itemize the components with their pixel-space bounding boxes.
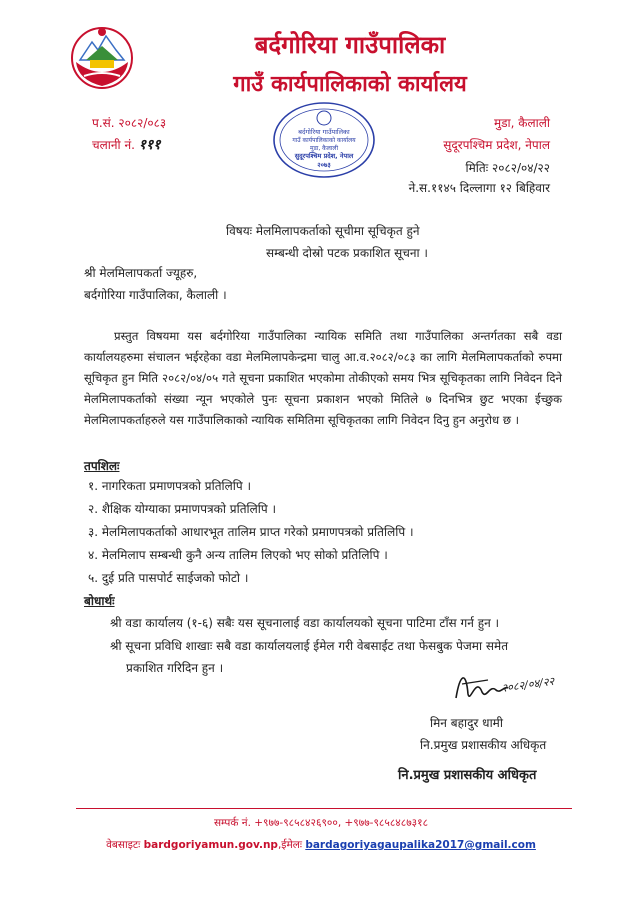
annex-heading: तपशिलः [84,459,120,473]
province-text: सुदूरपश्चिम प्रदेश, नेपाल [443,138,550,152]
reference-number: प.सं. २०८२/०८३ [92,116,167,130]
notice-line-1: श्री वडा कार्यालय (१-६) सबैः यस सूचनालाई वडा कार्यालयको सूचना पाटिमा टाँस गर्न हुन । [110,616,500,630]
office-stamp [272,100,376,180]
signatory-block [420,712,546,756]
issue-date: मितिः २०८२/०४/२२ [465,161,550,175]
dispatch-number: १११ [138,137,161,153]
stamp-line-5: २०७३ [317,161,331,169]
notice-line-2a: श्री सूचना प्रविधि शाखाः सबै वडा कार्यालयलाई ईमेल गरी वेबसाईट तथा फेसबुक पेजमा समेत [110,639,509,653]
date-block [409,158,550,198]
annex-item: ३. मेलमिलापकर्ताको आधारभूत तालिम प्राप्त गरेको प्रमाणपत्रको प्रतिलिपि । [88,525,414,539]
footer-web-line [0,838,642,852]
signatory-seal-title: नि.प्रमुख प्रशासकीय अधिकृत [398,768,537,783]
recipient-line-2: बर्दगोरिया गाउँपालिका, कैलाली । [84,288,227,302]
notice-heading: बोधार्थः [84,594,115,608]
dispatch-line [92,134,166,156]
email-link[interactable]: bardagoriyagaupalika2017@gmail.com [305,839,536,851]
office-subtitle: गाउँ कार्यपालिकाको कार्यालय [233,72,467,97]
subject-block [226,220,428,264]
recipient-block [84,262,227,306]
recipient-line-1: श्री मेलमिलापकर्ता ज्यूहरु, [84,266,198,280]
dispatch-label: चलानी नं. [92,138,135,152]
annex-item: २. शैक्षिक योग्याका प्रमाणपत्रको प्रतिलिपि । [88,502,277,516]
stamp-line-3: मुडा, कैलाली [309,145,339,152]
signatory-title: नि.प्रमुख प्रशासकीय अधिकृत [420,738,547,752]
annex-item: ५. दुई प्रति पासपोर्ट साईजको फोटो । [88,571,249,585]
annex-item: ४. मेलमिलाप सम्बन्धी कुनै अन्य तालिम लिएको भए सोको प्रतिलिपि । [88,548,388,562]
stamp-line-1: बर्दगोरिया गाउँपालिका [298,128,350,136]
email-label: ,ईमेलः [277,839,302,851]
website-link[interactable]: bardgoriyamun.gov.np [143,839,278,851]
reference-block [92,112,166,156]
signature-date: २०८२/०४/२२ [500,674,556,695]
body-paragraph: प्रस्तुत विषयमा यस बर्दगोरिया गाउँपालिका न्यायिक समिति तथा गाउँपालिका अन्तर्गतका सबै वडा कार्यालयहरुमा संचालन भईरहेका वडा मेलमिलापकेन्द्रमा चालु आ.व.२०८२/०८३ का लागि मेलमिलापकर्ताको रुपमा सूचिकृत हुन मिति २०८२/०४/०५ गते सूचना प्रकाशित भएकोमा तोकीएको समय भित्र सूचिकृतका लागि निवेदन दिने मेलमिलापकर्ताको संख्या न्यून भएकोले पुनः सूचना प्रकाशन भएको मितिले ७ दिनभित्र छुट भएका ईच्छुक मेलमिलापकर्ताहरुले यस गाउँपालिकाको न्यायिक समितिमा सूचिकृतका लागि निवेदन दिनु हुन अनुरोध छ । [84,329,562,427]
signatory-name: मिन बहादुर धामी [430,716,503,730]
annex-item: १. नागरिकता प्रमाणपत्रको प्रतिलिपि । [88,479,252,493]
footer-contact: सम्पर्क नं. +९७७-९८५८४२६९००, +९७७-९८५८४८७३१८ [213,817,429,829]
office-title: बर्दगोरिया गाउँपालिका [254,31,446,59]
stamp-line-4: सुदूरपश्चिम प्रदेश, नेपाल [294,152,354,160]
address-block [443,112,550,156]
stamp-line-2: गाउँ कार्यपालिकाको कार्यालय [292,137,356,144]
annex-list [88,475,414,590]
subject-line-2: सम्बन्धी दोस्रो पटक प्रकाशित सूचना । [266,246,428,260]
nepal-sambat-date: ने.स.११४५ दिल्लागा १२ बिहिवार [408,181,550,195]
notice-line-2b: प्रकाशित गरिदिन हुन । [126,661,224,675]
footer-divider [76,808,572,809]
subject-line-1: विषयः मेलमिलापकर्ताको सूचीमा सूचिकृत हुने [226,224,420,238]
website-label: वेबसाइटः [106,839,141,851]
body-paragraph-block [84,326,562,431]
district-text: मुडा, कैलाली [493,116,550,130]
handwritten-signature [448,664,578,710]
nepal-emblem-icon [66,24,138,90]
